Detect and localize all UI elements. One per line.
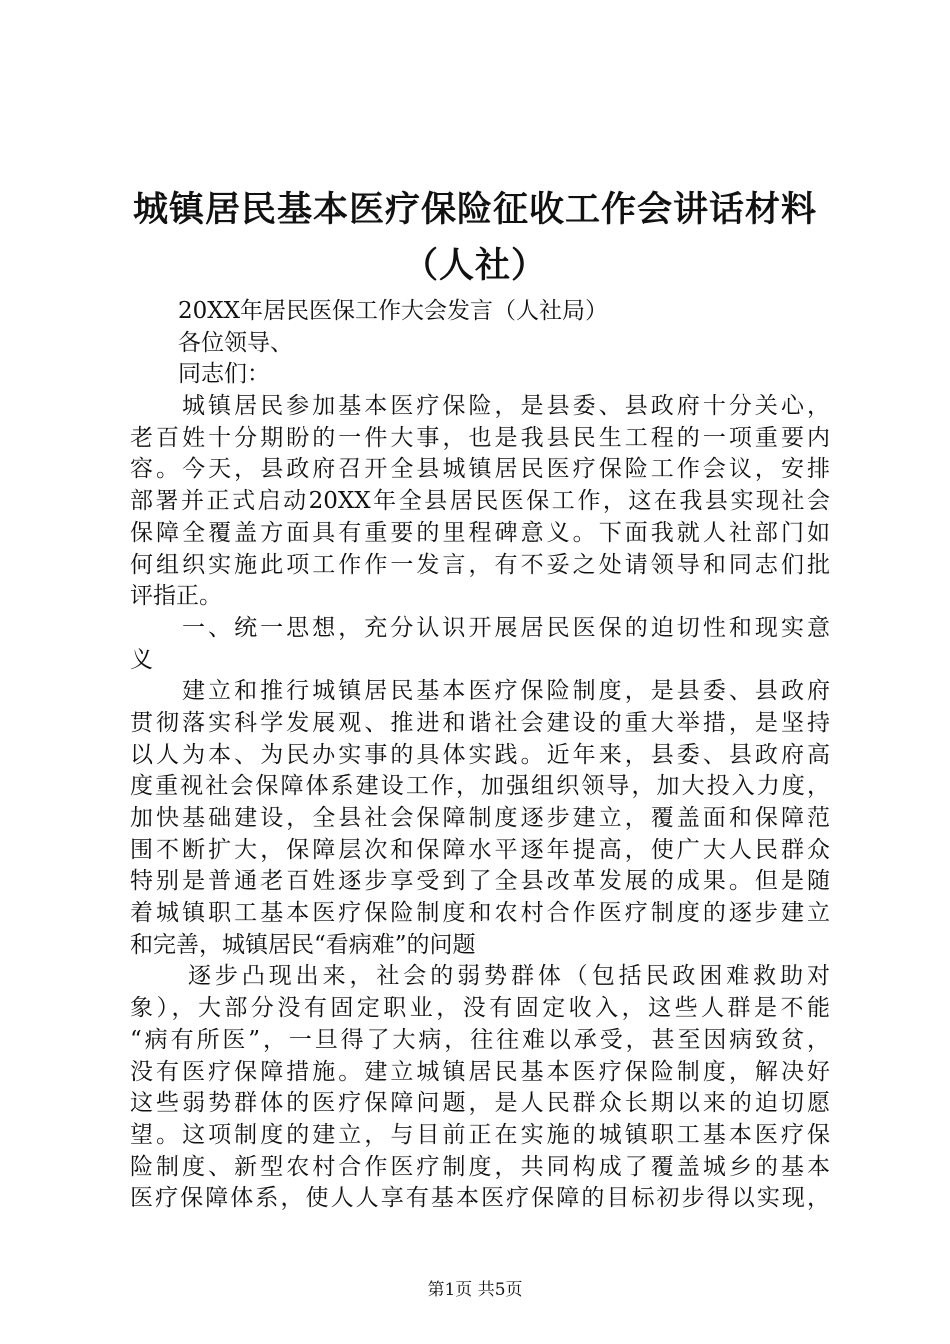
paragraph-line: 城镇居民参加基本医疗保险，是县委、县政府十分关心， (182, 393, 830, 420)
paragraph-line: 评指正。 (130, 583, 222, 610)
document-title-line2: （人社） (402, 245, 547, 286)
speech-subtitle: 20XX年居民医保工作大会发言（人社局） (178, 298, 609, 324)
paragraph-line: 这些弱势群体的医疗保障问题，是人民群众长期以来的迫切愿 (130, 1090, 830, 1117)
salutation-leaders: 各位领导、 (178, 329, 293, 356)
paragraph-line: 建立和推行城镇居民基本医疗保险制度，是县委、县政府 (182, 678, 830, 705)
document-body (130, 296, 830, 1215)
paragraph-line: 以人为本、为民办实事的具体实践。近年来，县委、县政府高 (130, 741, 830, 768)
section-heading: 一、统一思想，充分认识开展居民医保的迫切性和现实意 (182, 614, 830, 641)
paragraph-line: 度重视社会保障体系建设工作，加强组织领导，加大投入力度， (130, 773, 830, 800)
paragraph-line: 容。今天，县政府召开全县城镇居民医疗保险工作会议，安排 (130, 456, 830, 483)
paragraph-line: 特别是普通老百姓逐步享受到了全县改革发展的成果。但是随 (130, 868, 830, 895)
section-heading: 义 (130, 646, 153, 673)
paragraph-line: 何组织实施此项工作作一发言，有不妥之处请领导和同志们批 (130, 551, 830, 578)
paragraph-line: 象），大部分没有固定职业，没有固定收入，这些人群是不能 (130, 995, 830, 1022)
paragraph-line: 贯彻落实科学发展观、推进和谐社会建设的重大举措，是坚持 (130, 709, 830, 736)
paragraph-line: 望。这项制度的建立，与目前正在实施的城镇职工基本医疗保 (130, 1121, 830, 1148)
paragraph-line: 加快基础建设，全县社会保障制度逐步建立，覆盖面和保障范 (130, 805, 830, 831)
paragraph-line: 保障全覆盖方面具有重要的里程碑意义。下面我就人社部门如 (130, 519, 830, 546)
paragraph-line: 医疗保障体系，使人人享有基本医疗保障的目标初步得以实现， (130, 1185, 830, 1212)
paragraph-line: 部署并正式启动20XX年全县居民医保工作，这在我县实现社会 (130, 488, 830, 515)
page-number-footer: 第1页 共5页 (427, 1280, 523, 1300)
paragraph-line: 着城镇职工基本医疗保险制度和农村合作医疗制度的逐步建立 (130, 900, 830, 927)
paragraph-line: 险制度、新型农村合作医疗制度，共同构成了覆盖城乡的基本 (130, 1153, 830, 1180)
paragraph-line: 逐步凸现出来，社会的弱势群体（包括民政困难救助对 (188, 963, 830, 990)
paragraph-line: 和完善，城镇居民“看病难”的问题 (130, 931, 476, 958)
paragraph-line: 老百姓十分期盼的一件大事，也是我县民生工程的一项重要内 (130, 424, 830, 451)
paragraph-line: 没有医疗保障措施。建立城镇居民基本医疗保险制度，解决好 (130, 1058, 830, 1085)
document-title-line1: 城镇居民基本医疗保险征收工作会讲话材料 (132, 189, 817, 230)
paragraph-line: “病有所医”，一旦得了大病，往往难以承受，甚至因病致贫， (130, 1026, 830, 1053)
salutation-comrades: 同志们： (178, 361, 270, 388)
paragraph-line: 围不断扩大，保障层次和保障水平逐年提高，使广大人民群众 (130, 836, 830, 863)
